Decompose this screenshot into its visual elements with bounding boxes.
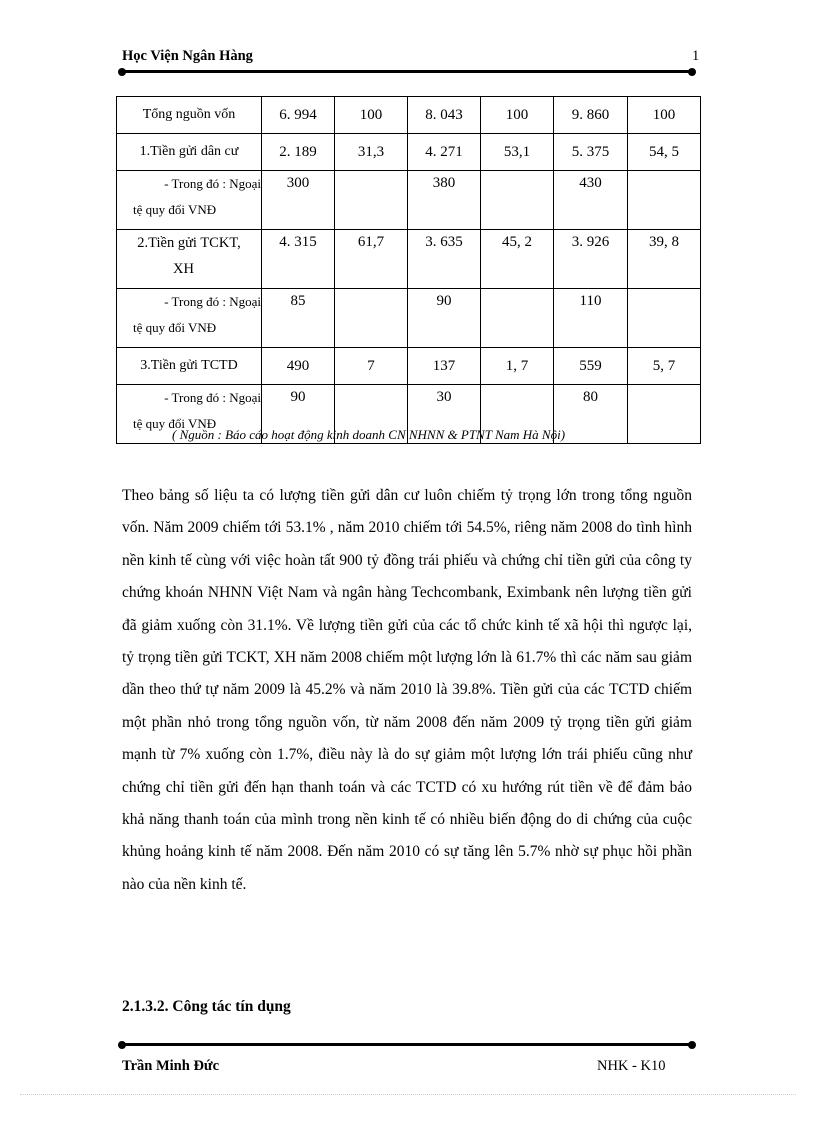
capital-table xyxy=(116,96,701,444)
table-cell: 45, 2 xyxy=(481,230,554,289)
table-cell: 100 xyxy=(481,97,554,134)
table-cell: 31,3 xyxy=(335,134,408,171)
row-label-line: XH xyxy=(173,261,194,277)
footer-author: Trần Minh Đức xyxy=(122,1058,220,1074)
row-label xyxy=(117,230,262,289)
table-cell: 9. 860 xyxy=(554,97,628,134)
row-label-line: - Trong đó : Ngoại xyxy=(164,176,261,191)
table-row xyxy=(117,230,701,289)
table-cell: 110 xyxy=(554,289,628,348)
row-label-line: tệ quy đổi VNĐ xyxy=(133,202,217,217)
row-label xyxy=(117,289,262,348)
table-cell: 7 xyxy=(335,348,408,385)
table-cell xyxy=(628,289,701,348)
header-title: Học Viện Ngân Hàng xyxy=(122,48,253,64)
table-source-note: ( Nguồn : Báo cáo hoạt động kinh doanh CN NHNN & PTNT Nam Hà Nội) xyxy=(172,427,566,442)
table-cell: 90 xyxy=(408,289,481,348)
footer-rule xyxy=(122,1043,692,1046)
table-cell: 300 xyxy=(262,171,335,230)
table-cell: 380 xyxy=(408,171,481,230)
row-label-line: tệ quy đổi VNĐ xyxy=(133,416,217,431)
row-label-line: - Trong đó : Ngoại xyxy=(164,390,261,405)
table-cell: 6. 994 xyxy=(262,97,335,134)
header-rule xyxy=(122,70,692,73)
table-cell: 4. 315 xyxy=(262,230,335,289)
table-cell: 85 xyxy=(262,289,335,348)
table-cell xyxy=(481,171,554,230)
table-cell: 8. 043 xyxy=(408,97,481,134)
table-cell xyxy=(335,171,408,230)
page-number: 1 xyxy=(692,48,700,64)
table-cell: 80 xyxy=(554,385,628,444)
table-cell: 100 xyxy=(335,97,408,134)
table-cell: 559 xyxy=(554,348,628,385)
page-edge-divider xyxy=(20,1094,796,1095)
table-cell: 4. 271 xyxy=(408,134,481,171)
row-label: 1.Tiền gửi dân cư xyxy=(117,134,262,171)
table-row xyxy=(117,134,701,171)
table-cell: 61,7 xyxy=(335,230,408,289)
table-cell: 3. 926 xyxy=(554,230,628,289)
row-label-line: - Trong đó : Ngoại xyxy=(164,294,261,309)
table-cell: 39, 8 xyxy=(628,230,701,289)
row-label-line: 2.Tiền gửi TCKT, xyxy=(137,235,241,251)
body-paragraph: Theo bảng số liệu ta có lượng tiền gửi dân cư luôn chiếm tỷ trọng lớn trong tổng nguồn vốn. Năm 2009 chiếm tới 53.1% , năm 2010 chiếm tới 54.5%, riêng năm 2008 do tình hình nền kinh tế cùng với việc hoàn tất 900 tỷ đồng trái phiếu và chứng chỉ tiền gửi của công ty chứng khoán NHNN Việt Nam và ngân hàng Techcombank, Eximbank nên lượng tiền gửi đã giảm xuống còn 31.1%. Về lượng tiền gửi của các tổ chức kinh tế xã hội thì ngược lại, tỷ trọng tiền gửi TCKT, XH năm 2008 chiếm một lượng lớn là 61.7% thì các năm sau giảm dần theo thứ tự năm 2009 là 45.2% và năm 2010 là 39.8%. Tiền gửi của các TCTD chiếm một phần nhỏ trong tổng nguồn vốn, từ năm 2008 đến năm 2009 tỷ trọng tiền gửi giảm mạnh từ 7% xuống còn 1.7%, điều này là do sự giảm một lượng lớn trái phiếu cũng như chứng chỉ tiền gửi đến hạn thanh toán và các TCTD có xu hướng rút tiền về để đảm bảo khả năng thanh toán của mình trong nền kinh tế có nhiều biến động do di chứng của cuộc khủng hoảng kinh tế năm 2008. Đến năm 2010 có sự tăng lên 5.7% nhờ sự phục hồi phần nào của nền kinh tế. xyxy=(122,487,692,893)
table-cell xyxy=(628,171,701,230)
table-cell: 137 xyxy=(408,348,481,385)
table-cell: 1, 7 xyxy=(481,348,554,385)
table-row xyxy=(117,289,701,348)
table-cell: 430 xyxy=(554,171,628,230)
table-cell: 100 xyxy=(628,97,701,134)
footer-class-code: NHK - K10 xyxy=(597,1058,666,1074)
table-cell: 2. 189 xyxy=(262,134,335,171)
table-cell xyxy=(628,385,701,444)
section-heading: 2.1.3.2. Công tác tín dụng xyxy=(122,998,291,1015)
row-label: Tổng nguồn vốn xyxy=(117,97,262,134)
row-label: 3.Tiền gửi TCTD xyxy=(117,348,262,385)
table-cell: 53,1 xyxy=(481,134,554,171)
table-cell: 5, 7 xyxy=(628,348,701,385)
row-label xyxy=(117,171,262,230)
table-cell: 90 xyxy=(262,385,335,444)
table-cell xyxy=(335,289,408,348)
table-cell: 54, 5 xyxy=(628,134,701,171)
table-row xyxy=(117,348,701,385)
table-row xyxy=(117,97,701,134)
row-label-line: tệ quy đổi VNĐ xyxy=(133,320,217,335)
table-cell xyxy=(481,289,554,348)
table-cell: 30 xyxy=(408,385,481,444)
table-row xyxy=(117,171,701,230)
table-cell: 5. 375 xyxy=(554,134,628,171)
table-cell: 490 xyxy=(262,348,335,385)
table-cell: 3. 635 xyxy=(408,230,481,289)
